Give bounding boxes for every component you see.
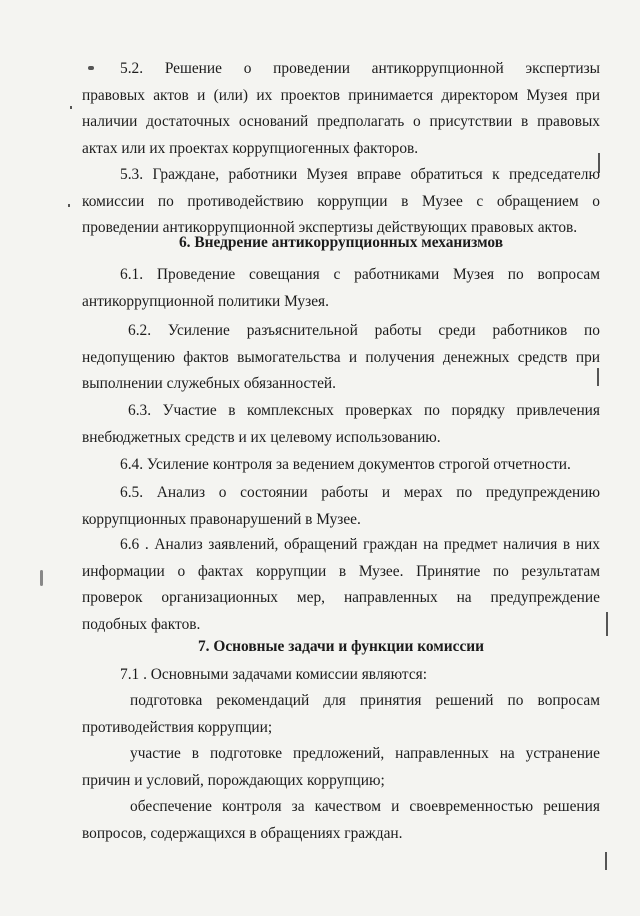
paragraph-6-4 (82, 452, 600, 479)
text-line: вопросов, содержащихся в обращениях граждан. (82, 824, 403, 842)
text-line: обеспечение контроля за качеством и своевременностью решения (130, 798, 600, 815)
text-line: 5.2. Решение о проведении антикоррупционной экспертизы (120, 60, 600, 77)
paragraph-7-1 (82, 662, 600, 689)
text-line: выполнении служебных обязанностей. (82, 375, 337, 392)
paragraph-6-2 (82, 318, 600, 398)
text-line: актах или их проектах коррупциогенных факторов. (82, 139, 419, 157)
text-line: 5.3. Граждане, работники Музея вправе обратиться к председателю (120, 166, 600, 183)
text-line: подобных фактов. (82, 615, 201, 633)
text-line: 6.2. Усиление разъяснительной работы среди работников по (128, 322, 600, 339)
task-item-1 (82, 688, 600, 741)
paragraph-6-6 (82, 532, 600, 638)
scan-speck (70, 106, 72, 109)
paragraph-5-2 (82, 56, 600, 162)
text-line: 6.4. Усиление контроля за ведением документов строгой отчетности. (120, 456, 571, 473)
text-line: коррупционных правонарушений в Музее. (82, 510, 361, 528)
task-item-3 (82, 794, 600, 847)
text-line: антикоррупционной политики Музея. (82, 292, 329, 310)
text-line: проведении антикоррупционной экспертизы действующих правовых актов. (82, 219, 578, 236)
text-line: проверок организационных мер, направленных на предупреждение (82, 589, 600, 606)
text-line: 7.1 . Основными задачами комиссии являются: (120, 666, 428, 683)
section-7-heading: 7. Основные задачи и функции комиссии (197, 638, 485, 655)
text-line: наличии достаточных оснований предполагать о присутствии в правовых (82, 113, 600, 130)
section-6-heading: 6. Внедрение антикоррупционных механизмов (178, 234, 504, 251)
text-line: 6.5. Анализ о состоянии работы и мерах по предупреждению (120, 484, 600, 501)
task-item-2 (82, 741, 600, 794)
text-line: правовых актов и (или) их проектов принимается директором Музея при (82, 86, 600, 104)
text-line: 6.1. Проведение совещания с работниками Музея по вопросам (120, 266, 600, 283)
scan-line (605, 852, 607, 870)
paragraph-6-5 (82, 480, 600, 533)
text-line: 6.6 . Анализ заявлений, обращений граждан на предмет наличия в них (120, 536, 600, 553)
text-line: 6.3. Участие в комплексных проверках по порядку привлечения (128, 402, 600, 419)
scan-speck (68, 204, 70, 207)
paragraph-6-1 (82, 262, 600, 315)
text-line: комиссии по противодействию коррупции в Музее с обращением о (82, 192, 600, 210)
scan-speck (40, 570, 43, 586)
text-line: подготовка рекомендаций для принятия решений по вопросам (130, 692, 600, 709)
paragraph-6-3 (82, 398, 600, 451)
text-line: противодействия коррупции; (82, 718, 273, 736)
text-line: участие в подготовке предложений, направленных на устранение (130, 745, 600, 762)
text-line: информации о фактах коррупции в Музее. Принятие по результатам (82, 562, 600, 580)
text-line: внебюджетных средств и их целевому использованию. (82, 428, 441, 446)
text-line: причин и условий, порождающих коррупцию; (82, 771, 385, 789)
text-line: недопущению фактов вымогательства и получения денежных средств при (82, 348, 600, 366)
scan-line (606, 612, 608, 636)
